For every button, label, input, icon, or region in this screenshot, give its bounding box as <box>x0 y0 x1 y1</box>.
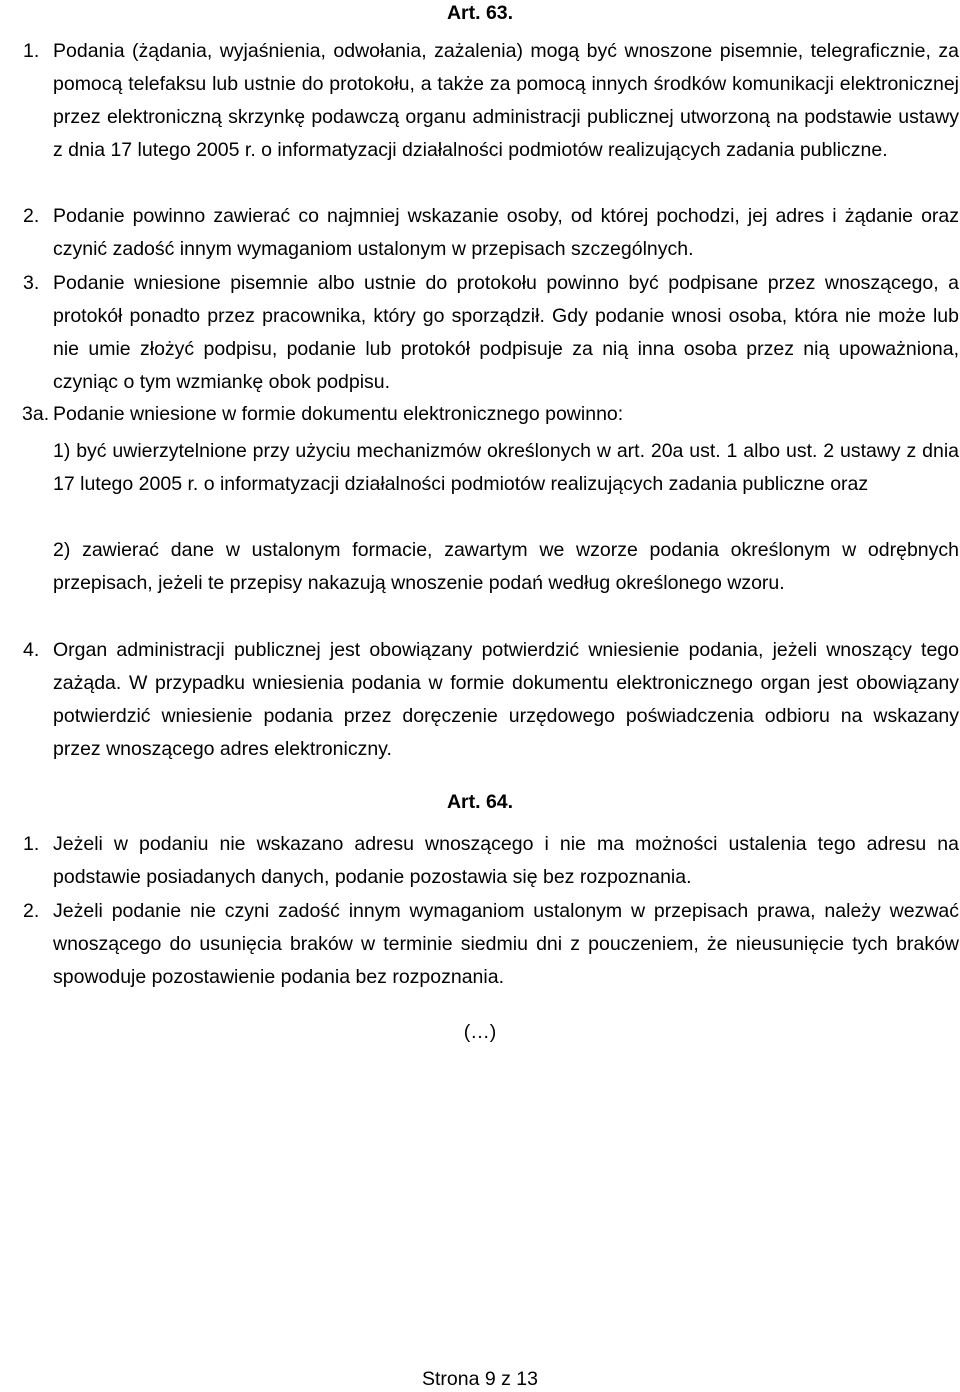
omission-mark: (…) <box>463 1021 497 1043</box>
art64-paragraph-1 <box>23 828 959 894</box>
art63-point-1 <box>53 435 959 501</box>
point-text: 1) być uwierzytelnione przy użyciu mechanizmów określonych w art. 20a ust. 1 albo ust. 2 ustawy z dnia 17 lutego 2005 r. o informatyzacji działalności podmiotów realizujących zadania publiczne oraz <box>53 440 959 495</box>
art63-point-2 <box>53 534 959 600</box>
paragraph-number: 2. <box>23 900 40 922</box>
paragraph-number: 1. <box>23 833 40 855</box>
paragraph-text: Podania (żądania, wyjaśnienia, odwołania, zażalenia) mogą być wnoszone pisemnie, telegraficznie, za pomocą telefaksu lub ustnie do protokołu, a także za pomocą innych środków komunikacji elektronicznej przez elektroniczną skrzynkę podawczą organu administracji publicznej utworzoną na podstawie ustawy z dnia 17 lutego 2005 r. o informatyzacji działalności podmiotów realizujących zadania publiczne. <box>53 40 959 161</box>
art63-paragraph-3 <box>23 267 959 399</box>
paragraph-number: 3a. <box>22 403 50 425</box>
paragraph-text: Podanie powinno zawierać co najmniej wskazanie osoby, od której pochodzi, jej adres i żądanie oraz czynić zadość innym wymaganiom ustalonym w przepisach szczególnych. <box>53 205 959 260</box>
art64-paragraph-2 <box>23 895 959 994</box>
paragraph-text: Jeżeli w podaniu nie wskazano adresu wnoszącego i nie ma możności ustalenia tego adresu na podstawie posiadanych danych, podanie pozostawia się bez rozpoznania. <box>53 833 959 888</box>
article-64-heading: Art. 64. <box>446 791 514 813</box>
paragraph-text: Organ administracji publicznej jest obowiązany potwierdzić wniesienie podania, jeżeli wnoszący tego zażąda. W przypadku wniesienia podania w formie dokumentu elektronicznego organ jest obowiązany potwierdzić wniesienie podania przez doręczenie urzędowego poświadczenia odbioru na wskazany przez wnoszącego adres elektroniczny. <box>53 639 959 760</box>
art63-paragraph-4 <box>23 634 959 766</box>
page-number-footer: Strona 9 z 13 <box>422 1368 538 1390</box>
article-63-heading: Art. 63. <box>446 2 514 24</box>
paragraph-text: Podanie wniesione pisemnie albo ustnie do protokołu powinno być podpisane przez wnoszącego, a protokół ponadto przez pracownika, który go sporządził. Gdy podanie wnosi osoba, która nie może lub nie umie złożyć podpisu, podanie lub protokół podpisuje za nią inna osoba przez nią upoważniona, czyniąc o tym wzmiankę obok podpisu. <box>53 272 959 393</box>
paragraph-text: Podanie wniesione w formie dokumentu elektronicznego powinno: <box>53 403 624 425</box>
paragraph-number: 4. <box>23 639 40 661</box>
paragraph-number: 2. <box>23 205 40 227</box>
paragraph-number: 3. <box>23 272 40 294</box>
paragraph-text: Jeżeli podanie nie czyni zadość innym wymaganiom ustalonym w przepisach prawa, należy wezwać wnoszącego do usunięcia braków w terminie siedmiu dni z pouczeniem, że nieusunięcie tych braków spowoduje pozostawienie podania bez rozpoznania. <box>53 900 959 988</box>
art63-paragraph-1 <box>23 35 959 167</box>
art63-paragraph-3a <box>22 398 959 431</box>
art63-paragraph-2 <box>23 200 959 266</box>
point-text: 2) zawierać dane w ustalonym formacie, zawartym we wzorze podania określonym w odrębnych przepisach, jeżeli te przepisy nakazują wnoszenie podań według określonego wzoru. <box>53 539 959 594</box>
paragraph-number: 1. <box>23 40 40 62</box>
